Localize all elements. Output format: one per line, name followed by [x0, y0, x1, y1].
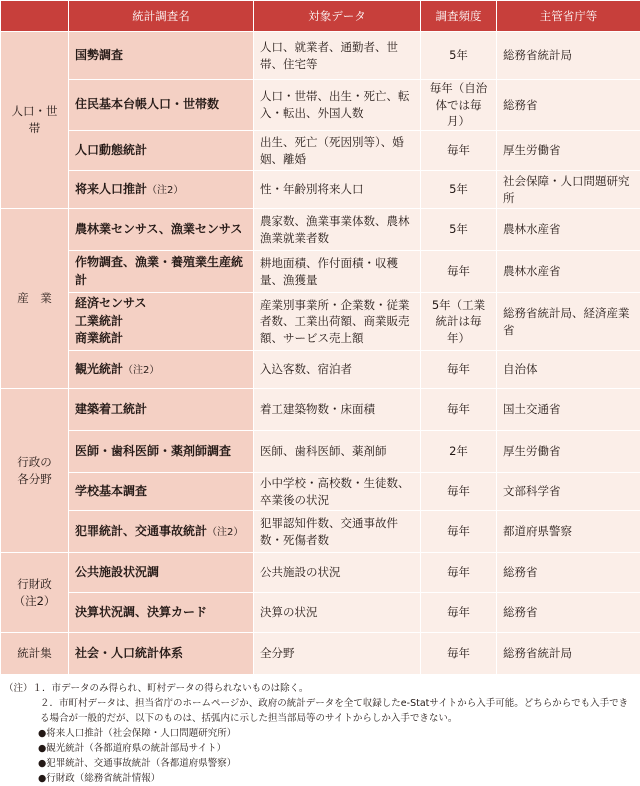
table-row: [1, 553, 640, 593]
table-header-row: [1, 1, 640, 32]
ministry-cell: 都道府県警察: [497, 511, 640, 553]
target-cell: 犯罪認知件数、交通事故件数・死傷者数: [254, 511, 421, 553]
survey-name: 決算状況調、決算カード: [75, 605, 207, 619]
category-cell: 統計集: [1, 633, 69, 675]
survey-name-cell: [69, 553, 254, 593]
target-cell: 出生、死亡（死因別等）、婚姻、離婚: [254, 131, 421, 171]
target-cell: 入込客数、宿泊者: [254, 351, 421, 389]
table-row: [1, 293, 640, 351]
frequency-cell: 毎年: [421, 593, 497, 633]
survey-name: 将来人口推計: [75, 182, 147, 196]
table-row: [1, 389, 640, 431]
frequency-cell: 毎年: [421, 633, 497, 675]
frequency-cell: 5年（工業統計は毎年）: [421, 293, 497, 351]
survey-name-cell: [69, 633, 254, 675]
survey-name-cell: [69, 32, 254, 80]
table-row: [1, 633, 640, 675]
survey-name-cell: [69, 473, 254, 511]
survey-name: 人口動態統計: [75, 143, 147, 157]
table-body: [1, 32, 640, 675]
survey-name: 医師・歯科医師・薬剤師調査: [75, 444, 231, 458]
frequency-cell: 毎年（自治体では毎月）: [421, 80, 497, 131]
target-cell: 小中学校・高校数・生徒数、卒業後の状況: [254, 473, 421, 511]
ministry-cell: 厚生労働省: [497, 131, 640, 171]
table-row: [1, 209, 640, 251]
table-row: [1, 32, 640, 80]
survey-name-cell: [69, 593, 254, 633]
table-row: [1, 431, 640, 473]
target-cell: 決算の状況: [254, 593, 421, 633]
target-cell: 人口・世帯、出生・死亡、転入・転出、外国人数: [254, 80, 421, 131]
category-cell: 人口・世帯: [1, 32, 69, 209]
target-cell: 農家数、漁業事業体数、農林漁業就業者数: [254, 209, 421, 251]
survey-name-cell: [69, 293, 254, 351]
table-row: [1, 593, 640, 633]
footnote-bullets: [4, 726, 636, 786]
footnotes: [0, 675, 640, 786]
survey-name: 住民基本台帳人口・世帯数: [75, 97, 219, 111]
header-frequency: 調査頻度: [421, 1, 497, 32]
frequency-cell: 毎年: [421, 351, 497, 389]
survey-name-cell: [69, 431, 254, 473]
ministry-cell: 文部科学省: [497, 473, 640, 511]
ministry-cell: 総務省: [497, 593, 640, 633]
footnote-bullet: ●将来人口推計（社会保障・人口問題研究所）: [4, 726, 636, 741]
target-cell: 性・年齢別将来人口: [254, 171, 421, 209]
header-target: 対象データ: [254, 1, 421, 32]
ministry-cell: 国土交通省: [497, 389, 640, 431]
survey-name: 作物調査、漁業・養殖業生産統計: [75, 255, 243, 286]
survey-note: （注2）: [123, 365, 159, 376]
ministry-cell: 総務省: [497, 80, 640, 131]
target-cell: 着工建築物数・床面積: [254, 389, 421, 431]
survey-name-cell: [69, 251, 254, 293]
footnote-2: ２．市町村データは、担当省庁のホームページか、政府の統計データを全て収録したe-Statサイトから入手可能。どちらからでも入手できる場合が一般的だが、以下のものは、括弧内に示した担当部局等のサイトからしか入手できない。: [4, 696, 636, 726]
target-cell: 人口、就業者、通勤者、世帯、住宅等: [254, 32, 421, 80]
survey-name: 犯罪統計、交通事故統計: [75, 524, 207, 538]
survey-name: 公共施設状況調: [75, 565, 159, 579]
ministry-cell: 農林水産省: [497, 251, 640, 293]
frequency-cell: 毎年: [421, 511, 497, 553]
table-row: [1, 473, 640, 511]
frequency-cell: 毎年: [421, 389, 497, 431]
survey-name-cell: [69, 131, 254, 171]
ministry-cell: 総務省統計局: [497, 32, 640, 80]
footnote-1: （注）１．市データのみ得られ、町村データの得られないものは除く。: [4, 681, 636, 696]
ministry-cell: 総務省統計局、経済産業省: [497, 293, 640, 351]
table-row: [1, 351, 640, 389]
target-cell: 医師、歯科医師、薬剤師: [254, 431, 421, 473]
survey-name-cell: [69, 351, 254, 389]
frequency-cell: 毎年: [421, 131, 497, 171]
frequency-cell: 毎年: [421, 251, 497, 293]
footnote-bullet: ●観光統計（各都道府県の統計部局サイト）: [4, 741, 636, 756]
ministry-cell: 農林水産省: [497, 209, 640, 251]
frequency-cell: 毎年: [421, 473, 497, 511]
table-row: [1, 171, 640, 209]
target-cell: 公共施設の状況: [254, 553, 421, 593]
target-cell: 耕地面積、作付面積・収穫量、漁獲量: [254, 251, 421, 293]
footnote-bullet: ●行財政（総務省統計情報）: [4, 771, 636, 786]
survey-name: 観光統計: [75, 362, 123, 376]
ministry-cell: 総務省統計局: [497, 633, 640, 675]
survey-name: 国勢調査: [75, 48, 123, 62]
header-ministry: 主管省庁等: [497, 1, 640, 32]
survey-name: 社会・人口統計体系: [75, 646, 183, 660]
frequency-cell: 毎年: [421, 553, 497, 593]
survey-name: 経済センサス 工業統計 商業統計: [75, 296, 147, 345]
target-cell: 産業別事業所・企業数・従業者数、工業出荷額、商業販売額、サービス売上額: [254, 293, 421, 351]
survey-name-cell: [69, 80, 254, 131]
category-cell: 行財政 （注2）: [1, 553, 69, 633]
survey-name: 農林業センサス、漁業センサス: [75, 222, 242, 236]
ministry-cell: 厚生労働省: [497, 431, 640, 473]
survey-name-cell: [69, 209, 254, 251]
table-row: [1, 511, 640, 553]
footnote-bullet: ●犯罪統計、交通事故統計（各都道府県警察）: [4, 756, 636, 771]
survey-name-cell: [69, 171, 254, 209]
table-row: [1, 80, 640, 131]
target-cell: 全分野: [254, 633, 421, 675]
frequency-cell: 2年: [421, 431, 497, 473]
frequency-cell: 5年: [421, 171, 497, 209]
survey-name-cell: [69, 511, 254, 553]
survey-name-cell: [69, 389, 254, 431]
ministry-cell: 自治体: [497, 351, 640, 389]
survey-note: （注2）: [207, 527, 243, 538]
category-cell: 産 業: [1, 209, 69, 389]
table-row: [1, 251, 640, 293]
survey-note: （注2）: [147, 185, 183, 196]
ministry-cell: 総務省: [497, 553, 640, 593]
table-row: [1, 131, 640, 171]
ministry-cell: 社会保障・人口問題研究所: [497, 171, 640, 209]
frequency-cell: 5年: [421, 32, 497, 80]
survey-name: 建築着工統計: [75, 402, 147, 416]
header-name: 統計調査名: [69, 1, 254, 32]
header-corner: [1, 1, 69, 32]
category-cell: 行政の 各分野: [1, 389, 69, 553]
frequency-cell: 5年: [421, 209, 497, 251]
survey-name: 学校基本調査: [75, 484, 147, 498]
